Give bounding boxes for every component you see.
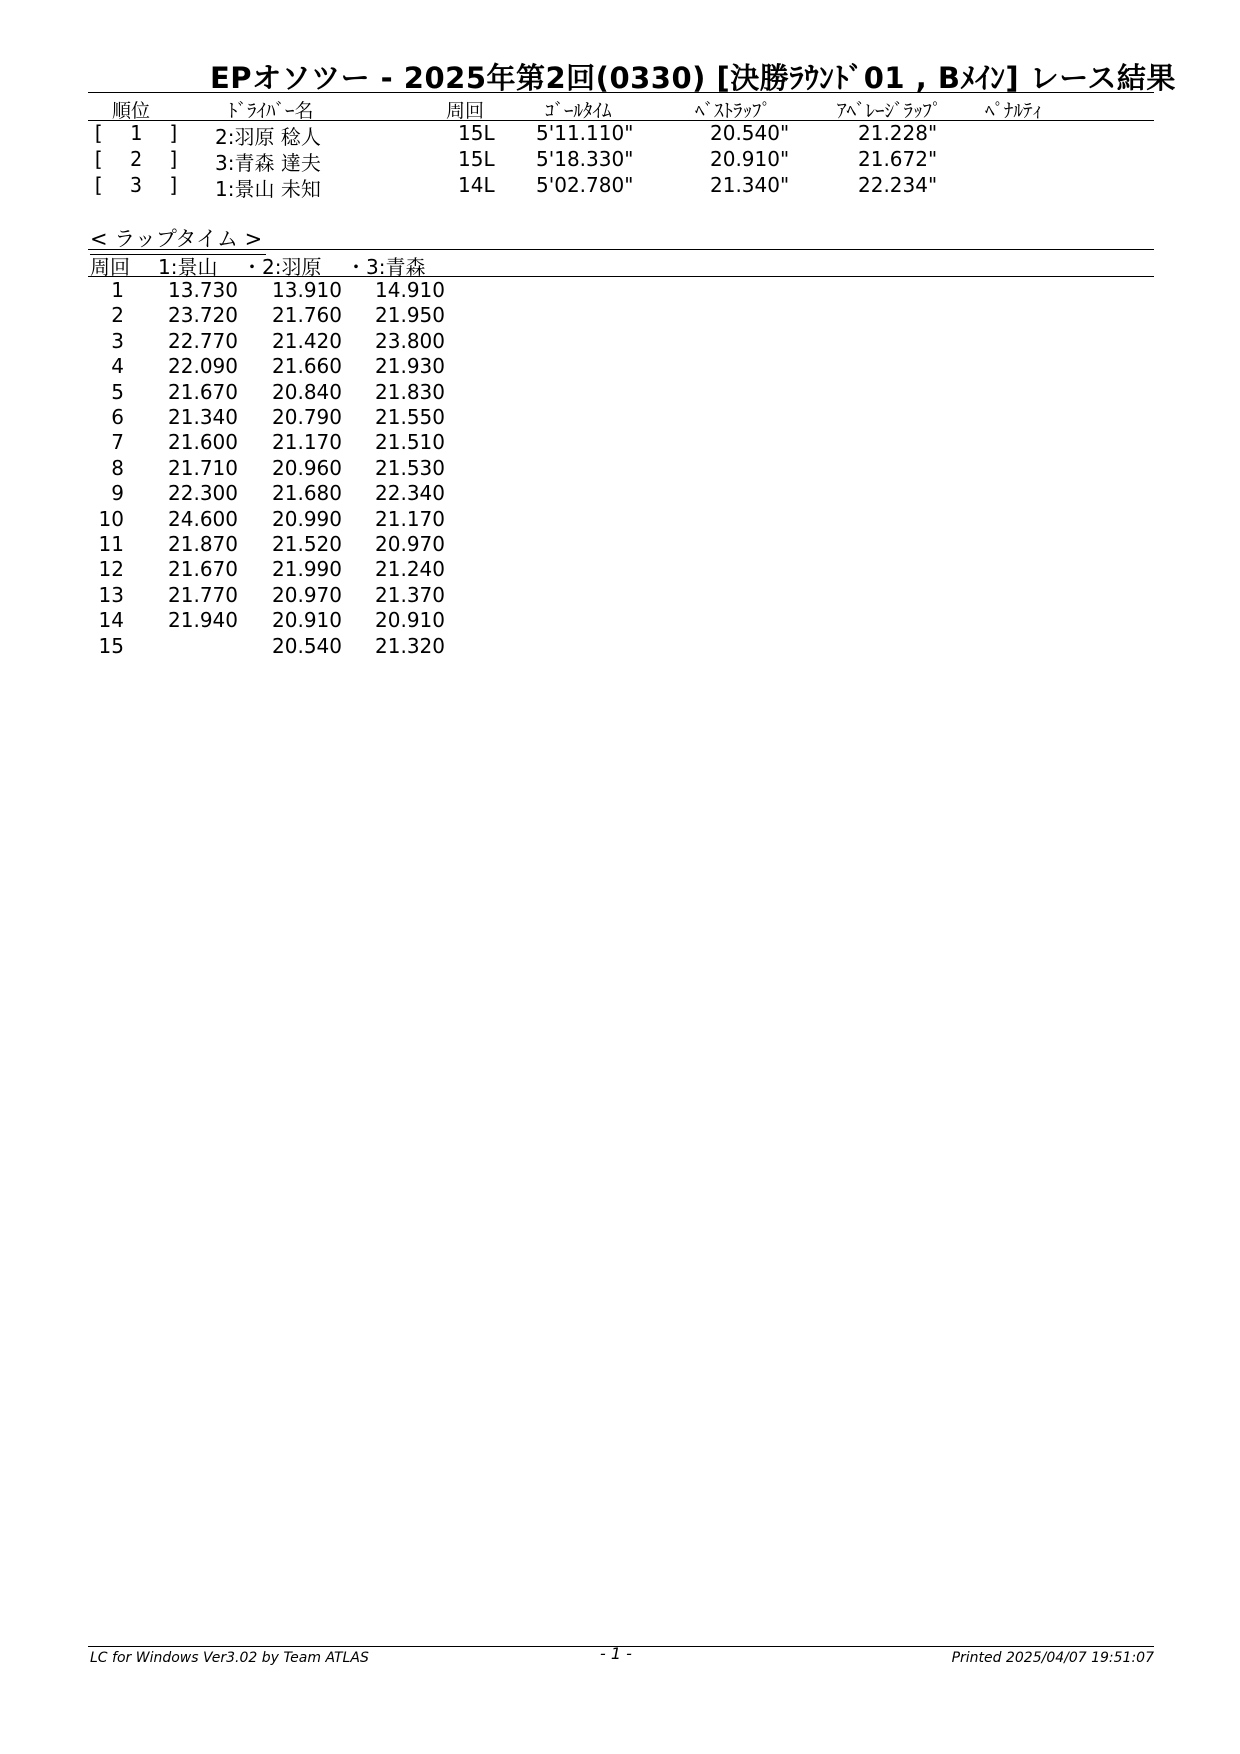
lap-number-cell: 12 xyxy=(98,557,124,582)
goal-time-cell: 5'02.780" xyxy=(536,173,634,197)
lap-time-cell: 21.660 xyxy=(272,354,342,379)
lap-time-cell: 20.540 xyxy=(272,633,342,658)
lap-time-cell: 21.680 xyxy=(272,481,342,506)
lap-time-cell: 24.600 xyxy=(168,506,238,531)
page-title: EPオソツー - 2025年第2回(0330) [決勝ﾗｳﾝﾄﾞ01 , Bﾒｲﾝ] レース結果 xyxy=(210,61,1176,95)
rank-cell: [ 1 ] xyxy=(92,121,180,145)
lap-time-cell: 21.510 xyxy=(375,430,445,455)
lap-time-cell: 21.710 xyxy=(168,455,238,480)
lap-time-cell: 21.550 xyxy=(375,405,445,429)
lap-time-cell: 21.530 xyxy=(375,455,445,480)
title-underline xyxy=(88,92,1154,93)
lap-time-cell: 21.240 xyxy=(375,557,445,582)
average-lap-cell: 22.234" xyxy=(858,173,938,197)
best-lap-cell: 20.540" xyxy=(710,121,790,145)
rank-value: 3 xyxy=(129,173,143,197)
rank-cell: [ 3 ] xyxy=(92,173,180,197)
lap-number-cell: 6 xyxy=(111,405,124,429)
laptime-header-bottom-rule xyxy=(88,276,1154,277)
lap-time-cell: 21.420 xyxy=(272,328,342,353)
goal-time-cell: 5'18.330" xyxy=(536,147,634,171)
lap-time-cell: 21.950 xyxy=(375,303,445,328)
laps-cell: 15L xyxy=(458,147,495,171)
lap-time-cell: 21.940 xyxy=(168,608,238,633)
laptime-header-driver-1: 1:景山 xyxy=(158,255,218,279)
lap-time-cell: 21.600 xyxy=(168,430,238,455)
rank-value: 2 xyxy=(129,147,143,171)
header-laps: 周回 xyxy=(446,100,485,122)
average-lap-cell: 21.228" xyxy=(858,121,938,145)
lap-time-cell: 20.970 xyxy=(272,582,342,607)
lap-time-cell: 22.300 xyxy=(168,481,238,506)
lap-time-cell: 13.730 xyxy=(168,278,238,302)
lap-number-cell: 11 xyxy=(98,532,124,556)
lap-time-cell: 20.910 xyxy=(375,608,445,633)
footer-printed-date: Printed 2025/04/07 19:51:07 xyxy=(951,1650,1154,1666)
lap-time-cell: 13.910 xyxy=(272,278,342,302)
driver-cell: 1:景山 未知 xyxy=(215,177,321,201)
laps-cell: 14L xyxy=(458,173,495,197)
lap-number-cell: 3 xyxy=(111,328,124,353)
lap-number-cell: 15 xyxy=(98,633,124,658)
laptime-header-lap: 周回 xyxy=(90,255,130,279)
lap-number-cell: 1 xyxy=(111,278,124,302)
rank-value: 1 xyxy=(129,121,143,145)
lap-number-cell: 4 xyxy=(111,354,124,379)
lap-time-cell: 22.090 xyxy=(168,354,238,379)
laptime-section-title: < ラップタイム > xyxy=(90,223,262,253)
best-lap-cell: 21.340" xyxy=(710,173,790,197)
lap-time-cell: 21.770 xyxy=(168,582,238,607)
best-lap-cell: 20.910" xyxy=(710,147,790,171)
header-average-lap: ｱﾍﾞﾚｰｼﾞﾗｯﾌﾟ xyxy=(837,100,942,122)
goal-time-cell: 5'11.110" xyxy=(536,121,634,145)
lap-number-cell: 2 xyxy=(111,303,124,328)
lap-time-cell: 21.830 xyxy=(375,379,445,404)
lap-number-cell: 9 xyxy=(111,481,124,506)
lap-time-cell: 21.870 xyxy=(168,532,238,556)
header-best-lap: ﾍﾞｽﾄﾗｯﾌﾟ xyxy=(695,100,772,122)
lap-time-cell: 21.170 xyxy=(272,430,342,455)
lap-time-cell: 20.970 xyxy=(375,532,445,556)
lap-time-cell: 21.370 xyxy=(375,582,445,607)
lap-time-cell: 21.170 xyxy=(375,506,445,531)
page-number: - 1 - xyxy=(600,1644,632,1663)
header-rank: 順位 xyxy=(112,100,151,122)
laps-cell: 15L xyxy=(458,121,495,145)
header-goal-time: ｺﾞｰﾙﾀｲﾑ xyxy=(545,100,612,122)
driver-cell: 2:羽原 稔人 xyxy=(215,125,321,149)
laptime-header-driver-2: ・2:羽原 xyxy=(242,255,322,279)
lap-time-cell: 21.760 xyxy=(272,303,342,328)
lap-number-cell: 10 xyxy=(98,506,124,531)
lap-number-cell: 14 xyxy=(98,608,124,633)
lap-number-cell: 8 xyxy=(111,455,124,480)
lap-number-cell: 7 xyxy=(111,430,124,455)
lap-time-cell: 14.910 xyxy=(375,278,445,302)
lap-time-cell: 21.930 xyxy=(375,354,445,379)
footer-software: LC for Windows Ver3.02 by Team ATLAS xyxy=(90,1650,369,1666)
lap-time-cell: 21.320 xyxy=(375,633,445,658)
lap-time-cell: 23.720 xyxy=(168,303,238,328)
lap-time-cell: 20.990 xyxy=(272,506,342,531)
header-penalty: ﾍﾟﾅﾙﾃｨ xyxy=(985,100,1043,122)
average-lap-cell: 21.672" xyxy=(858,147,938,171)
lap-time-cell: 21.670 xyxy=(168,557,238,582)
lap-number-cell: 5 xyxy=(111,379,124,404)
lap-time-cell: 21.990 xyxy=(272,557,342,582)
lap-time-cell: 20.790 xyxy=(272,405,342,429)
header-driver: ﾄﾞﾗｲﾊﾞｰ名 xyxy=(228,100,314,122)
laptime-header-top-rule xyxy=(88,249,1154,250)
lap-time-cell: 23.800 xyxy=(375,328,445,353)
lap-time-cell: 21.520 xyxy=(272,532,342,556)
lap-time-cell: 20.960 xyxy=(272,455,342,480)
driver-cell: 3:青森 達夫 xyxy=(215,151,321,175)
laptime-header-driver-3: ・3:青森 xyxy=(346,255,426,279)
lap-time-cell: 21.340 xyxy=(168,405,238,429)
lap-time-cell: 20.910 xyxy=(272,608,342,633)
lap-time-cell: 22.340 xyxy=(375,481,445,506)
lap-time-cell: 21.670 xyxy=(168,379,238,404)
lap-number-cell: 13 xyxy=(98,582,124,607)
lap-time-cell: 22.770 xyxy=(168,328,238,353)
lap-time-cell: 20.840 xyxy=(272,379,342,404)
rank-cell: [ 2 ] xyxy=(92,147,180,171)
